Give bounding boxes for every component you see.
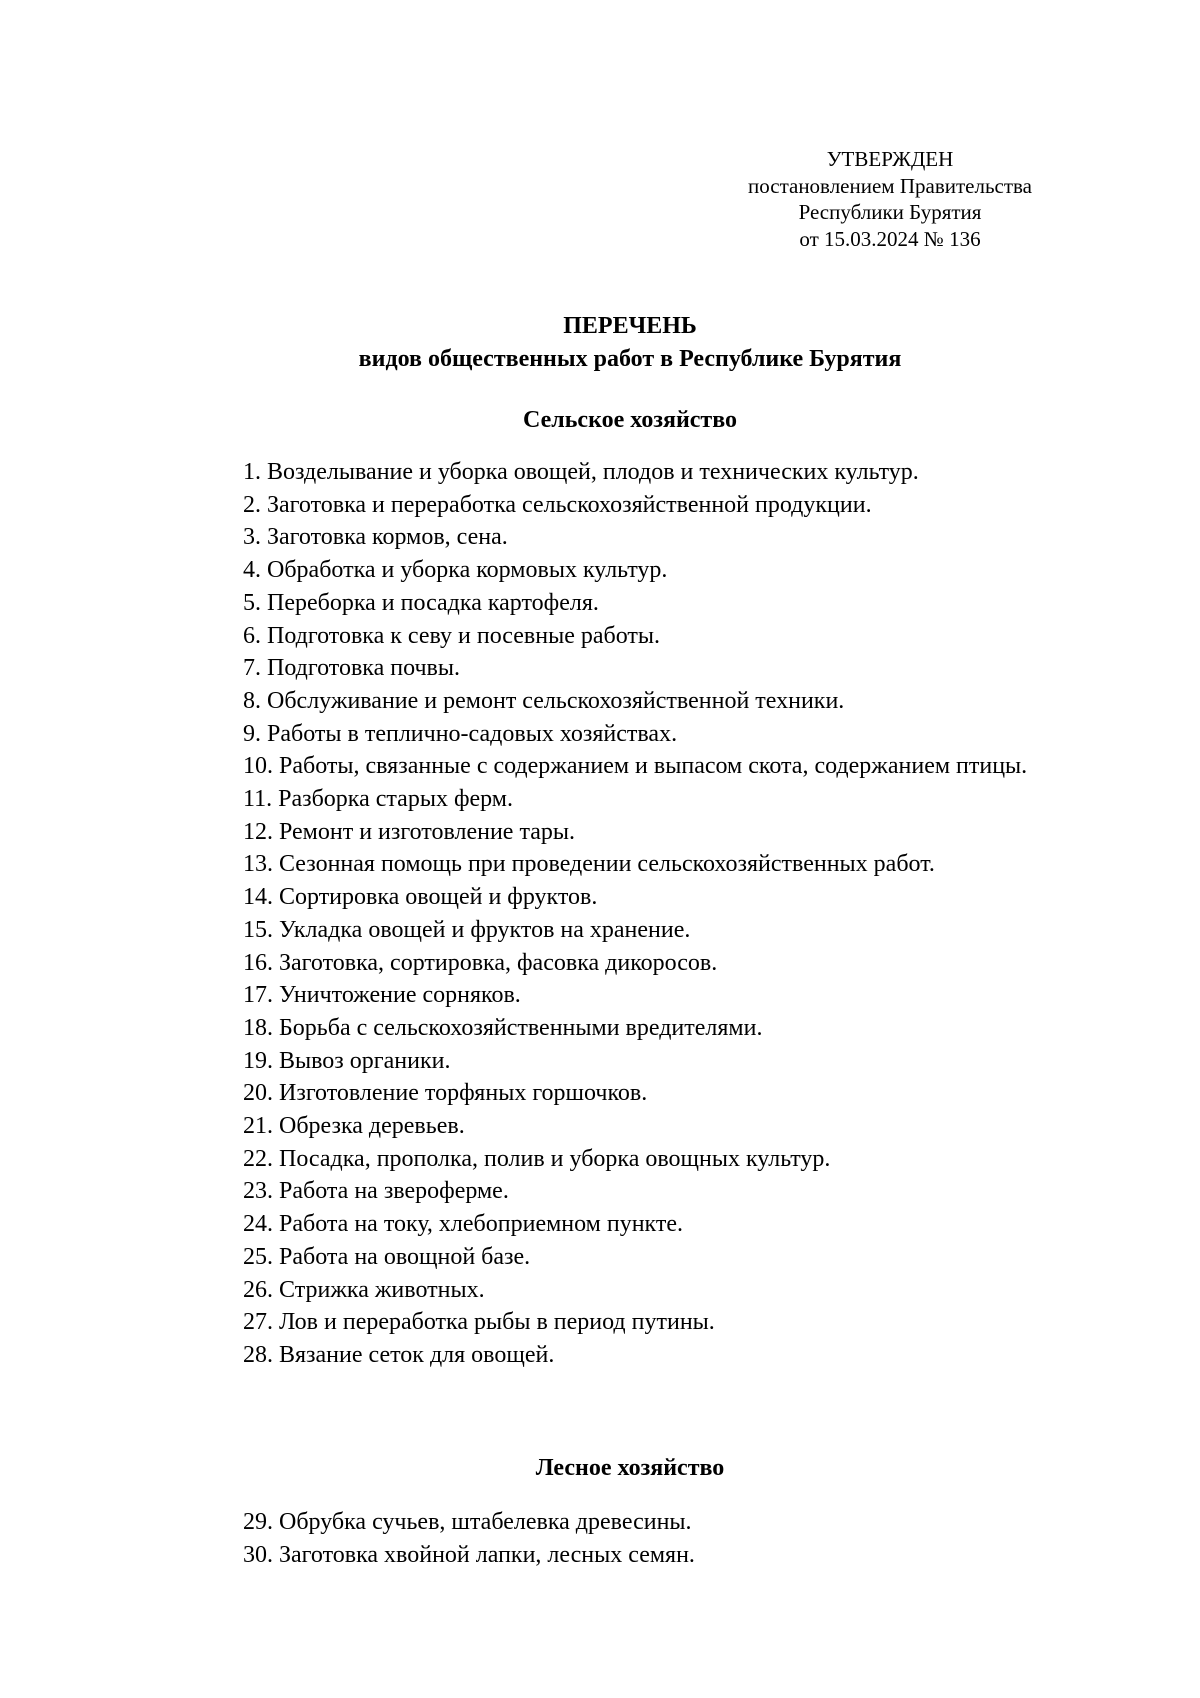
list-item: 13. Сезонная помощь при проведении сельскохозяйственных работ.: [243, 851, 935, 878]
approval-status: УТВЕРЖДЕН: [826, 147, 954, 171]
list-item: 17. Уничтожение сорняков.: [243, 982, 521, 1009]
list-item: 25. Работа на овощной базе.: [243, 1243, 531, 1270]
list-item: 12. Ремонт и изготовление тары.: [243, 818, 576, 845]
list-item: 5. Переборка и посадка картофеля.: [243, 589, 599, 616]
list-item: 22. Посадка, прополка, полив и уборка овощных культур.: [243, 1145, 831, 1172]
list-item: 9. Работы в теплично-садовых хозяйствах.: [243, 720, 678, 747]
list-item: 26. Стрижка животных.: [243, 1276, 485, 1303]
title-main: ПЕРЕЧЕНЬ: [563, 313, 697, 339]
list-item: 27. Лов и переработка рыбы в период путины.: [243, 1309, 715, 1336]
list-item: 29. Обрубка сучьев, штабелевка древесины.: [243, 1509, 692, 1535]
section-heading-agriculture: Сельское хозяйство: [522, 407, 738, 433]
list-item: 16. Заготовка, сортировка, фасовка дикоросов.: [243, 949, 718, 976]
list-item: 2. Заготовка и переработка сельскохозяйственной продукции.: [243, 491, 872, 518]
list-item: 6. Подготовка к севу и посевные работы.: [243, 622, 660, 649]
approval-authority: постановлением Правительства: [747, 173, 1032, 198]
document-title: [0, 310, 1200, 376]
list-item: 11. Разборка старых ферм.: [243, 786, 513, 813]
list-item: 18. Борьба с сельскохозяйственными вредителями.: [243, 1014, 763, 1041]
list-item: 4. Обработка и уборка кормовых культур.: [243, 557, 668, 584]
forestry-list: [173, 1506, 1093, 1571]
approval-region: Республики Бурятия: [798, 200, 982, 224]
list-item: 8. Обслуживание и ремонт сельскохозяйственной техники.: [243, 687, 845, 714]
list-item: 24. Работа на току, хлебоприемном пункте.: [243, 1211, 684, 1238]
list-item: 3. Заготовка кормов, сена.: [243, 524, 508, 551]
list-item: 1. Возделывание и уборка овощей, плодов и технических культур.: [243, 459, 919, 485]
list-item: 19. Вывоз органики.: [243, 1047, 451, 1074]
list-item: 7. Подготовка почвы.: [243, 655, 460, 682]
approval-stamp: [720, 146, 1060, 252]
list-item: 21. Обрезка деревьев.: [243, 1113, 465, 1140]
list-item: 30. Заготовка хвойной лапки, лесных семян.: [243, 1541, 695, 1568]
list-item: 28. Вязание сеток для овощей.: [243, 1341, 555, 1368]
list-item: 10. Работы, связанные с содержанием и выпасом скота, содержанием птицы.: [243, 753, 1028, 780]
list-item: 20. Изготовление торфяных горшочков.: [243, 1080, 648, 1107]
title-subtitle: видов общественных работ в Республике Бурятия: [358, 346, 902, 372]
approval-date-number: от 15.03.2024 № 136: [799, 226, 981, 251]
list-item: 23. Работа на звероферме.: [243, 1178, 509, 1205]
section-heading-forestry: Лесное хозяйство: [535, 1455, 725, 1481]
list-item: 15. Укладка овощей и фруктов на хранение.: [243, 916, 691, 943]
agriculture-list: [173, 456, 1093, 1372]
list-item: 14. Сортировка овощей и фруктов.: [243, 884, 598, 911]
